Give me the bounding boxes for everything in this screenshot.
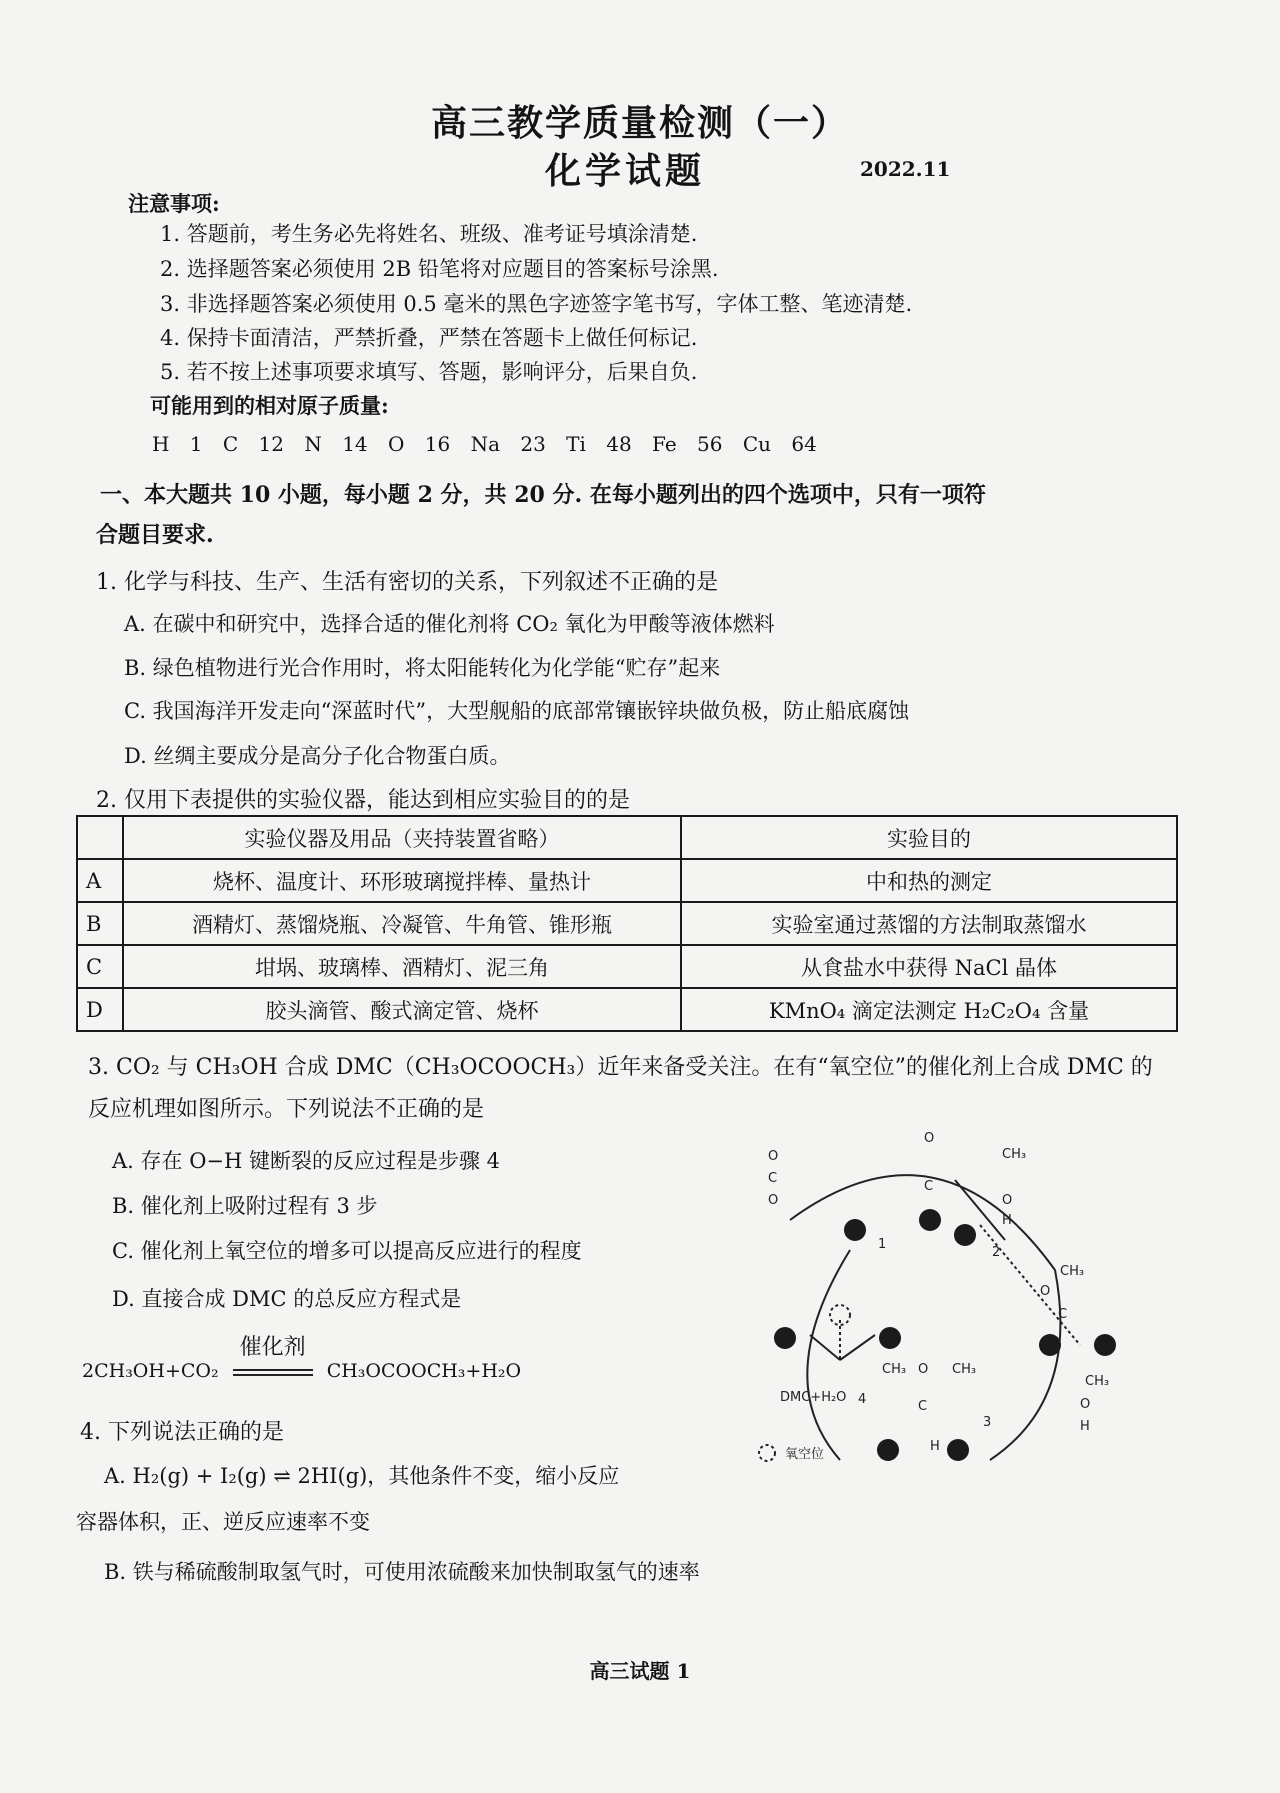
table-cell: 胶头滴管、酸式滴定管、烧杯 [123, 988, 681, 1031]
step-number: 4 [858, 1392, 867, 1407]
bond-dashed [980, 1225, 1080, 1345]
note-item: 1. 答题前，考生务必先将姓名、班级、准考证号填涂清楚. [160, 222, 698, 246]
q3-option-c: C. 催化剂上氧空位的增多可以提高反应进行的程度 [112, 1239, 582, 1263]
note-item: 3. 非选择题答案必须使用 0.5 毫米的黑色字迹签字笔书写，字体工整、笔迹清楚. [160, 292, 913, 316]
step-number: 2 [992, 1245, 1001, 1260]
exam-title: 高三教学质量检测（一） [430, 102, 849, 144]
product-label: DMC+H₂O [780, 1390, 847, 1405]
table-cell: 从食盐水中获得 NaCl 晶体 [681, 945, 1177, 988]
q2-table [76, 815, 1178, 1032]
table-cell: B [77, 902, 123, 945]
table-row [77, 988, 1177, 1031]
table-cell: 烧杯、温度计、环形玻璃搅拌棒、量热计 [123, 859, 681, 902]
atom-o: O [768, 1193, 779, 1208]
atom-o: O [768, 1149, 779, 1164]
note-item: 4. 保持卡面清洁，严禁折叠，严禁在答题卡上做任何标记. [160, 326, 698, 350]
table-cell: D [77, 988, 123, 1031]
catalyst-atom [919, 1209, 941, 1231]
ch3-label: CH₃ [1002, 1147, 1027, 1162]
q4-stem: 4. 下列说法正确的是 [80, 1420, 284, 1445]
table-row [77, 902, 1177, 945]
table-cell: C [77, 945, 123, 988]
catalyst-atom [954, 1224, 976, 1246]
table-cell: 酒精灯、蒸馏烧瓶、冷凝管、牛角管、锥形瓶 [123, 902, 681, 945]
q4-option-a: A. H₂(g) + I₂(g) ⇌ 2HI(g)，其他条件不变，缩小反应 [104, 1464, 620, 1488]
atom-h: H [1002, 1213, 1012, 1228]
atom-h: H [1080, 1419, 1090, 1434]
atom-c: C [1058, 1307, 1068, 1322]
exam-date: 2022.11 [860, 157, 951, 181]
exam-subject: 化学试题 [545, 150, 706, 192]
q1-option-a: A. 在碳中和研究中，选择合适的催化剂将 CO₂ 氧化为甲酸等液体燃料 [124, 612, 775, 636]
ch3-label: CH₃ [882, 1362, 907, 1377]
catalyst-arrow [233, 1335, 313, 1382]
equation-products: CH₃OCOOCH₃+H₂O [326, 1360, 522, 1382]
note-item: 2. 选择题答案必须使用 2B 铅笔将对应题目的答案标号涂黑. [160, 257, 719, 281]
page-footer: 高三试题 1 [589, 1659, 691, 1683]
bond-line [840, 1335, 875, 1360]
q3-equation [82, 1335, 522, 1382]
table-cell: 实验室通过蒸馏的方法制取蒸馏水 [681, 902, 1177, 945]
table-header-cell: 实验仪器及用品（夹持装置省略） [123, 816, 681, 859]
section-instructions: 一、本大题共 10 小题，每小题 2 分，共 20 分. 在每小题列出的四个选项中，只有一项符 [100, 482, 986, 508]
ch3-label: CH₃ [1060, 1264, 1085, 1279]
table-row [77, 859, 1177, 902]
reaction-mechanism-diagram [740, 1120, 1130, 1490]
note-item: 5. 若不按上述事项要求填写、答题，影响评分，后果自负. [160, 360, 698, 384]
atom-o: O [1040, 1284, 1051, 1299]
catalyst-atom [877, 1439, 899, 1461]
atom-h: H [930, 1439, 940, 1454]
q3-stem: 3. CO₂ 与 CH₃OH 合成 DMC（CH₃OCOOCH₃）近年来备受关注。在有“氧空位”的催化剂上合成 DMC 的 [88, 1055, 1153, 1080]
q1-option-c: C. 我国海洋开发走向“深蓝时代”，大型舰船的底部常镶嵌锌块做负极，防止船底腐蚀 [124, 699, 910, 723]
q4-option-a-cont: 容器体积，正、逆反应速率不变 [76, 1510, 370, 1534]
mass-heading: 可能用到的相对原子质量: [150, 393, 389, 418]
q1-option-b: B. 绿色植物进行光合作用时，将太阳能转化为化学能“贮存”起来 [124, 656, 721, 680]
ch3-label: CH₃ [952, 1362, 977, 1377]
q3-option-a: A. 存在 O−H 键断裂的反应过程是步骤 4 [112, 1149, 501, 1173]
ch3-label: CH₃ [1085, 1374, 1110, 1389]
catalyst-atom [1094, 1334, 1116, 1356]
table-cell: 坩埚、玻璃棒、酒精灯、泥三角 [123, 945, 681, 988]
atom-o: O [1002, 1193, 1013, 1208]
atom-o: O [1080, 1397, 1091, 1412]
bond-line [810, 1335, 840, 1360]
table-row [77, 945, 1177, 988]
table-header-cell: 实验目的 [681, 816, 1177, 859]
atomic-masses: H 1 C 12 N 14 O 16 Na 23 Ti 48 Fe 56 Cu 64 [152, 432, 817, 456]
table-cell: A [77, 859, 123, 902]
atom-c: C [924, 1179, 934, 1194]
legend-label: 氧空位 [785, 1447, 825, 1462]
catalyst-atom [947, 1439, 969, 1461]
table-header-row [77, 816, 1177, 859]
q3-option-b: B. 催化剂上吸附过程有 3 步 [112, 1194, 378, 1218]
step-number: 1 [878, 1237, 887, 1252]
catalyst-atom [844, 1219, 866, 1241]
atom-c: C [768, 1171, 778, 1186]
q3-stem-cont: 反应机理如图所示。下列说法不正确的是 [88, 1097, 485, 1122]
catalyst-atom [774, 1327, 796, 1349]
oxygen-vacancy-legend-icon [759, 1445, 775, 1461]
cycle-arc-left [807, 1250, 850, 1460]
catalyst-atom [879, 1327, 901, 1349]
q4-option-b: B. 铁与稀硫酸制取氢气时，可使用浓硫酸来加快制取氢气的速率 [104, 1560, 700, 1584]
step-number: 3 [983, 1415, 992, 1430]
table-cell: KMnO₄ 滴定法测定 H₂C₂O₄ 含量 [681, 988, 1177, 1031]
table-cell: 中和热的测定 [681, 859, 1177, 902]
table-header-cell [77, 816, 123, 859]
q1-option-d: D. 丝绸主要成分是高分子化合物蛋白质。 [124, 744, 511, 768]
notes-heading: 注意事项: [128, 191, 220, 216]
section-instructions-cont: 合题目要求. [96, 522, 214, 548]
equation-reactants: 2CH₃OH+CO₂ [82, 1360, 219, 1382]
q2-stem: 2. 仅用下表提供的实验仪器，能达到相应实验目的的是 [96, 788, 630, 813]
atom-o: O [918, 1362, 929, 1377]
atom-c: C [918, 1399, 928, 1414]
atom-o: O [924, 1131, 935, 1146]
q3-option-d: D. 直接合成 DMC 的总反应方程式是 [112, 1287, 462, 1311]
catalyst-label: 催化剂 [239, 1335, 306, 1360]
catalyst-atom [1039, 1334, 1061, 1356]
q1-stem: 1. 化学与科技、生产、生活有密切的关系，下列叙述不正确的是 [96, 570, 718, 595]
equals-arrow [233, 1369, 313, 1376]
